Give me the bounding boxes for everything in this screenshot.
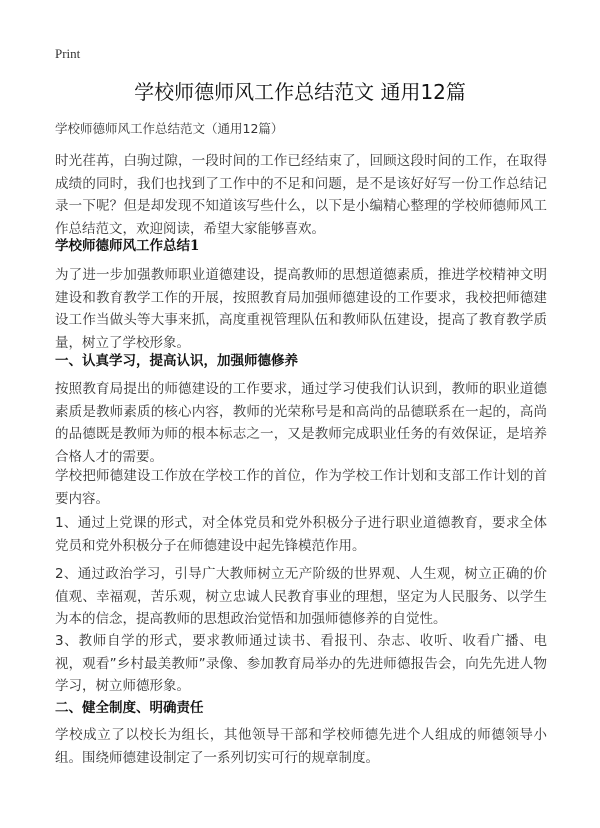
document-title: 学校师德师风工作总结范文 通用12篇: [134, 80, 466, 104]
body-paragraph: 学校把师德建设工作放在学校工作的首位，作为学校工作计划和支部工作计划的首要内容。: [55, 468, 547, 507]
body-paragraph: 2、通过政治学习，引导广大教师树立无产阶级的世界观、人生观，树立正确的价值观、幸福观，苦乐观，树立忠诚人民教育事业的理想，坚定为人民服务、以学生为本的信念，提高教师的思想政治觉悟和加强师德修养的自觉性。: [55, 566, 547, 627]
document-subtitle: 学校师德师风工作总结范文（通用12篇）: [55, 121, 284, 136]
section-heading: 学校师德师风工作总结1: [55, 238, 200, 254]
body-paragraph: 学校成立了以校长为组长，其他领导干部和学校师德先进个人组成的师德领导小组。围绕师德建设制定了一系列切实可行的规章制度。: [55, 727, 547, 766]
body-paragraph: 按照教育局提出的师德建设的工作要求，通过学习使我们认识到，教师的职业道德素质是教师素质的核心内容，教师的光荣称号是和高尚的品德联系在一起的，高尚的品德既是教师为师的根本标志之一，又是教师完成职业任务的有效保证，是培养合格人才的需要。: [55, 381, 547, 465]
print-label: Print: [55, 46, 81, 61]
part-heading: 一、认真学习，提高认识，加强师德修养: [55, 353, 298, 369]
body-paragraph: 1、通过上党课的形式，对全体党员和党外积极分子进行职业道德教育，要求全体党员和党外积极分子在师德建设中起先锋模范作用。: [55, 515, 547, 554]
part-heading: 二、健全制度、明确责任: [55, 700, 204, 716]
intro-paragraph: 时光荏苒，白驹过隙，一段时间的工作已经结束了，回顾这段时间的工作，在取得成绩的同时，我们也找到了工作中的不足和问题，是不是该好好写一份工作总结记录一下呢？但是却发现不知道该写些什么，以下是小编精心整理的学校师德师风工作总结范文，欢迎阅读，希望大家能够喜欢。: [55, 153, 547, 237]
section-paragraph: 为了进一步加强教师职业道德建设，提高教师的思想道德素质，推进学校精神文明建设和教育教学工作的开展，按照教育局加强师德建设的工作要求，我校把师德建设工作当做头等大事来抓，高度重视管理队伍和教师队伍建设，提高了教育教学质量，树立了学校形象。: [55, 267, 547, 351]
body-paragraph: 3、教师自学的形式，要求教师通过读书、看报刊、杂志、收听、收看广播、电视，观看”乡村最美教师”录像、参加教育局举办的先进师德报告会，向先先进人物学习，树立师德形象。: [55, 633, 547, 694]
